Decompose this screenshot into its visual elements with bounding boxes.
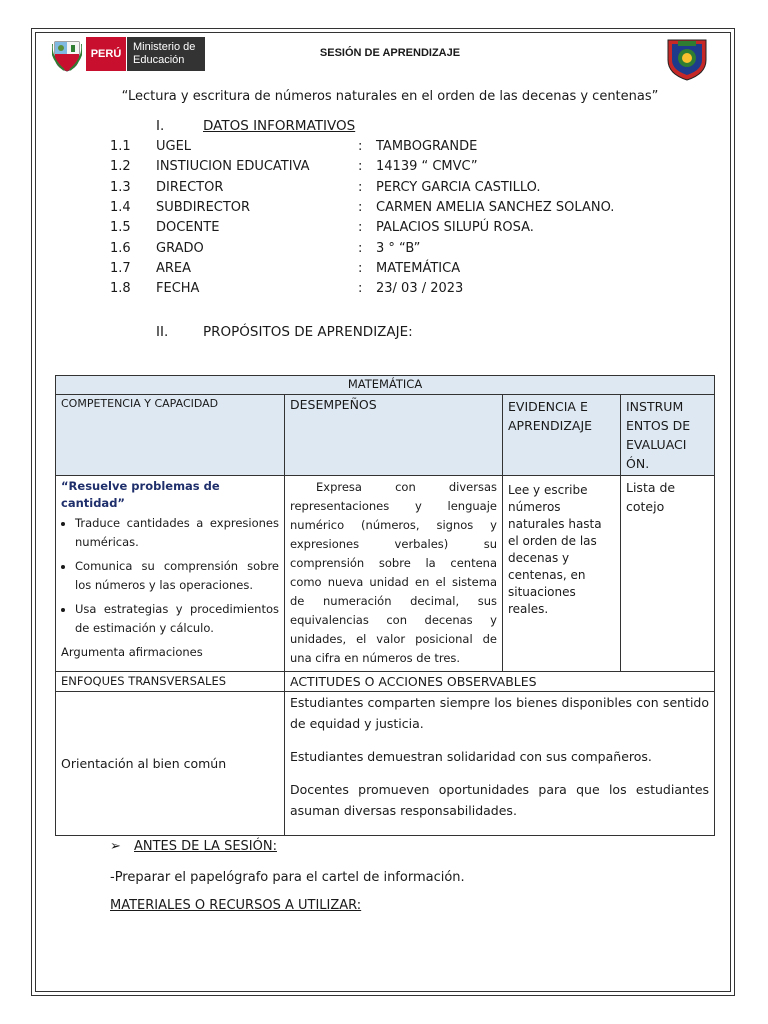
actitudes-header: ACTITUDES O ACCIONES OBSERVABLES [285,672,715,692]
info-number: 1.8 [110,281,131,297]
enfoque-cell: Orientación al bien común [56,692,285,836]
capacidad-item: • Usa estrategias y procedimientos de estimación y cálculo. [75,600,279,638]
ministry-label: Ministerio de Educación [127,37,205,71]
info-value: 3 ° “B” [376,240,421,256]
minedu-logo [52,36,205,72]
info-row [110,139,670,159]
info-label: GRADO [156,240,204,256]
info-label: AREA [156,260,192,276]
purposes-table [55,375,715,836]
section-2-title: PROPÓSITOS DE APRENDIZAJE: [203,324,413,340]
info-colon: : [358,240,363,256]
info-value: CARMEN AMELIA SANCHEZ SOLANO. [376,199,615,215]
enfoques-header: ENFOQUES TRANSVERSALES [56,672,285,692]
info-number: 1.7 [110,260,131,276]
info-colon: : [358,179,363,195]
info-label: DIRECTOR [156,179,224,195]
capacidad-extra: Argumenta afirmaciones [61,645,203,659]
info-row [110,180,670,200]
info-label: FECHA [156,281,200,297]
section-1-number: I. [156,118,165,134]
info-value: MATEMÁTICA [376,260,461,276]
antes-title: ANTES DE LA SESIÓN: [134,839,277,854]
actitudes-cell [285,692,715,836]
info-label: INSTIUCION EDUCATIVA [156,159,310,175]
info-colon: : [358,199,363,215]
col-header-competencia: COMPETENCIA Y CAPACIDAD [56,395,285,476]
info-label: SUBDIRECTOR [156,199,251,215]
info-colon: : [358,220,363,236]
area-header: MATEMÁTICA [56,376,715,395]
school-shield-icon [664,36,710,82]
info-row [110,220,670,240]
info-label: UGEL [156,139,192,154]
info-row [110,241,670,261]
info-value: PERCY GARCIA CASTILLO. [376,179,541,195]
info-colon: : [358,159,363,175]
peru-label: PERÚ [86,37,126,71]
info-colon: : [358,281,363,297]
info-number: 1.5 [110,220,131,236]
col-header-desempenos: DESEMPEÑOS [285,395,503,476]
competencia-cell [56,476,285,672]
capacidades-list [61,514,279,638]
info-number: 1.3 [110,179,131,195]
info-value: PALACIOS SILUPÚ ROSA. [376,220,534,236]
document-title: SESIÓN DE APRENDIZAJE [319,47,461,59]
info-number: 1.1 [110,139,131,154]
section-2-number: II. [156,324,169,340]
antes-text: -Preparar el papelógrafo para el cartel de información. [110,870,465,885]
actitud-item: Docentes promueven oportunidades para que los estudiantes asuman diversas responsabilidades. [290,782,710,818]
info-row [110,261,670,281]
info-colon: : [358,139,363,154]
session-subtitle: “Lectura y escritura de números naturales en el orden de las decenas y centenas” [121,89,659,104]
info-number: 1.6 [110,240,131,256]
col-header-instrumentos: INSTRUM ENTOS DE EVALUACI ÓN. [621,395,715,476]
materiales-title: MATERIALES O RECURSOS A UTILIZAR: [110,898,362,913]
peru-coat-of-arms-icon [52,36,82,72]
desempeno-cell: Expresa con diversas representaciones y lenguaje numérico (números, signos y expresiones verbales) su comprensión sobre la centena como nueva unidad en el sistema de numeración decimal, sus equivalencias con decenas y unidades, el valor posicional de una cifra en números de tres. [285,476,503,672]
info-row [110,281,670,301]
actitud-item: Estudiantes demuestran solidaridad con sus compañeros. [290,749,652,764]
info-label: DOCENTE [156,220,220,236]
actitud-item: Estudiantes comparten siempre los bienes disponibles con sentido de equidad y justicia. [290,695,710,731]
section-1-title: DATOS INFORMATIVOS [203,118,356,134]
info-number: 1.2 [110,159,131,175]
info-value: 14139 “ CMVC” [376,159,478,175]
instrumento-cell: Lista de cotejo [621,476,715,672]
info-number: 1.4 [110,199,131,215]
info-colon: : [358,260,363,276]
col-header-evidencia: EVIDENCIA E APRENDIZAJE [503,395,621,476]
competencia-title: “Resuelve problemas de cantidad” [61,479,220,510]
antes-bullet: ➢ [110,839,121,854]
evidencia-cell: Lee y escribe números naturales hasta el orden de las decenas y centenas, en situaciones reales. [503,476,621,672]
info-row [110,159,670,179]
capacidad-item: • Traduce cantidades a expresiones numéricas. [75,514,279,552]
capacidad-item: • Comunica su comprensión sobre los números y las operaciones. [75,557,279,595]
info-row [110,200,670,220]
info-value: 23/ 03 / 2023 [376,281,464,297]
info-value: TAMBOGRANDE [376,139,478,154]
